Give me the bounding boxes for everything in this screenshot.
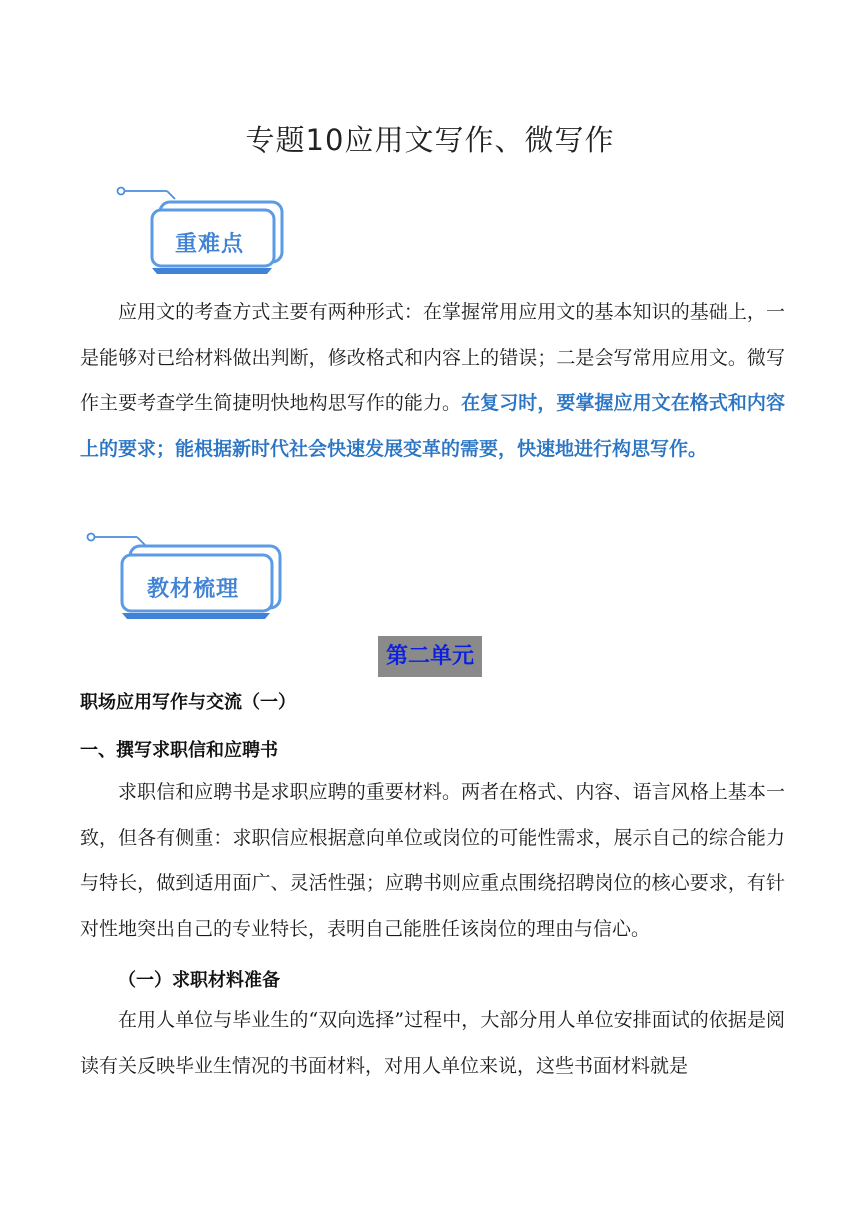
intro-highlight-text: 在复习时，要掌握应用文在格式和内容上的要求；能根据新时代社会快速发展变革的需要，快速地进行构思写作。 (80, 392, 785, 460)
unit-label: 第二单元 (378, 636, 482, 677)
badge-label-key-points: 重难点 (175, 232, 245, 257)
badge-label-materials: 教材梳理 (147, 577, 240, 602)
heading-job-application: 一、撰写求职信和应聘书 (80, 740, 278, 761)
page-title: 专题10应用文写作、微写作 (245, 123, 615, 157)
materials-prep-paragraph: 在用人单位与毕业生的“双向选择”过程中，大部分用人单位安排面试的依据是阅读有关反映毕业生情况的书面材料，对用人单位来说，这些书面材料就是 (80, 1009, 785, 1077)
job-application-paragraph: 求职信和应聘书是求职应聘的重要材料。两者在格式、内容、语言风格上基本一致，但各有侧重：求职信应根据意向单位或岗位的可能性需求，展示自己的综合能力与特长，做到适用面广、灵活性强；应聘书则应重点围绕招聘岗位的核心要求，有针对性地突出自己的专业特长，表明自己能胜任该岗位的理由与信心。 (80, 781, 785, 940)
subheading-materials-prep: （一）求职材料准备 (118, 970, 280, 991)
intro-normal-text: 应用文的考查方式主要有两种形式：在掌握常用应用文的基本知识的基础上，一是能够对已给材料做出判断，修改格式和内容上的错误；二是会写常用应用文。微写作主要考查学生简捷明快地构思写作的能力。 (80, 301, 785, 414)
materials-badge (85, 528, 260, 620)
section-title: 职场应用写作与交流（一） (80, 692, 296, 713)
key-points-badge (115, 182, 290, 274)
intro-paragraph (80, 290, 785, 472)
